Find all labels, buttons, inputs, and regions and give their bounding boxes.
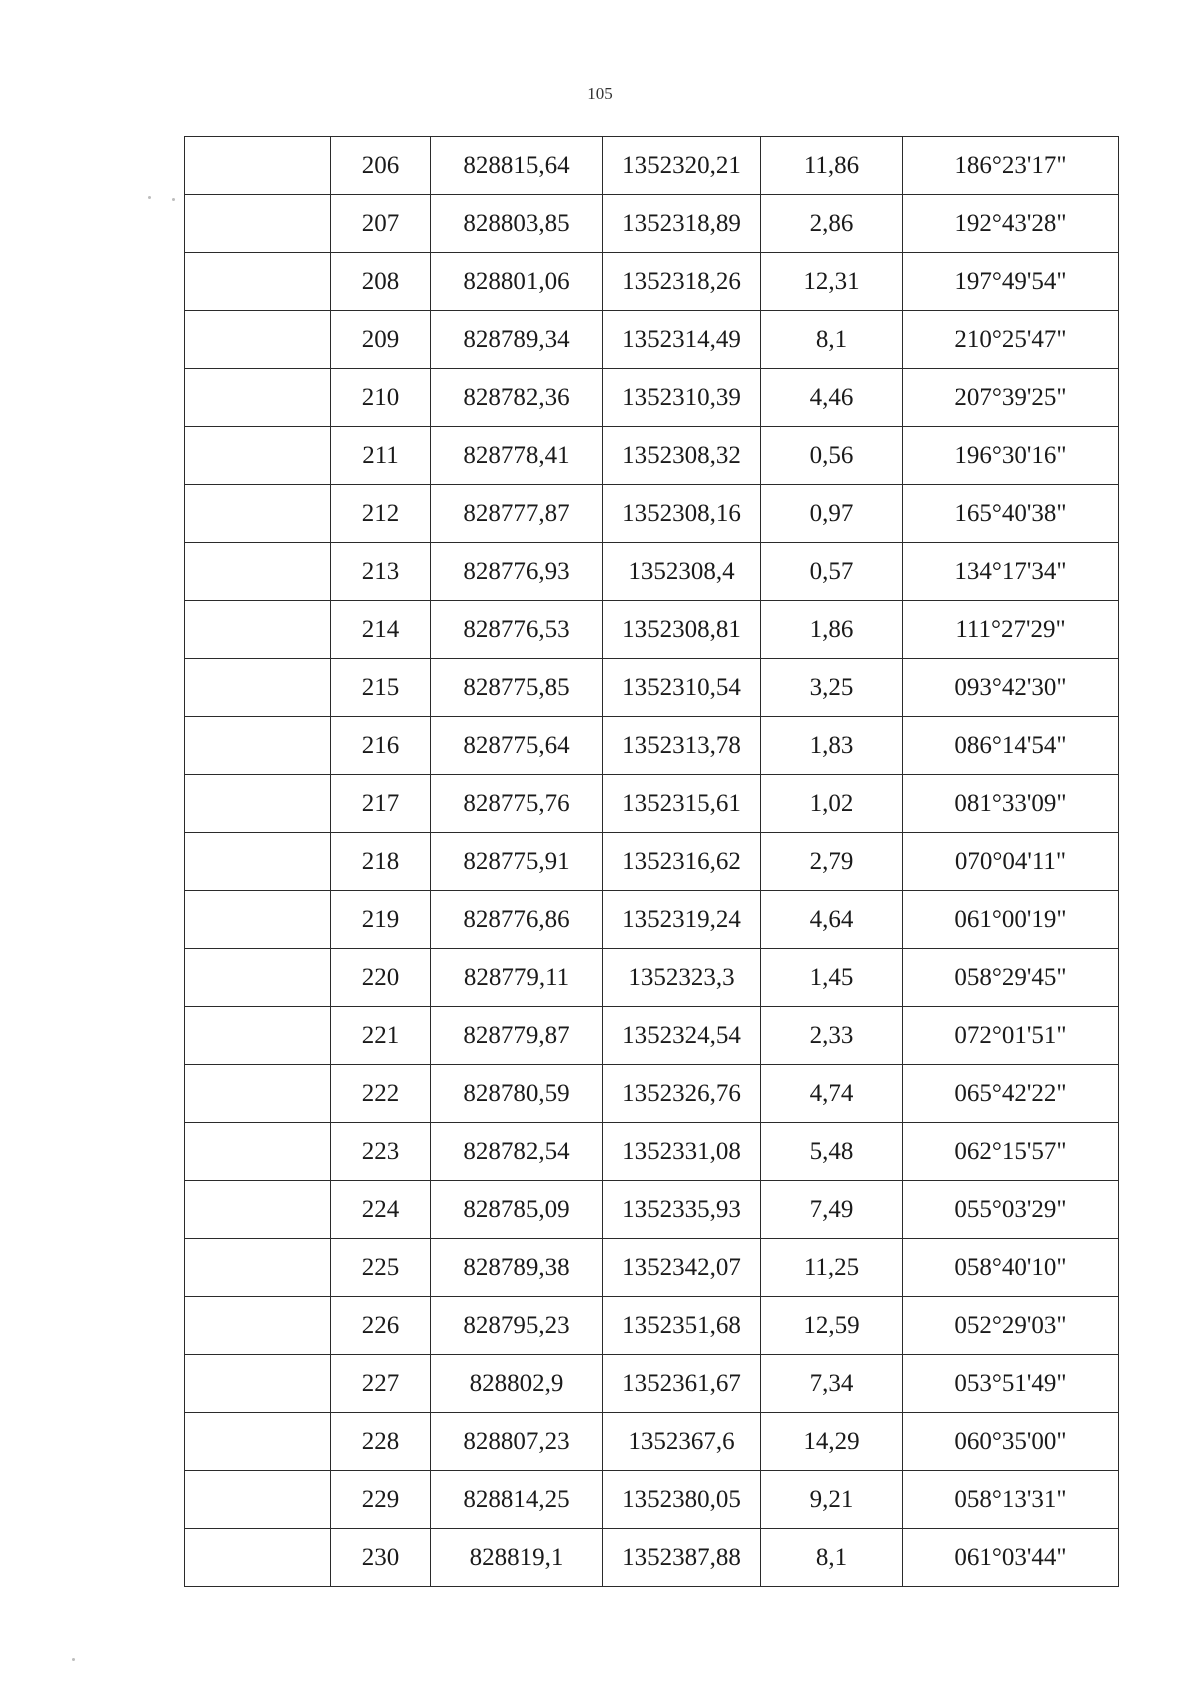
cell-angle: 207°39'25" [903, 369, 1119, 427]
cell-length: 2,79 [761, 833, 903, 891]
cell-angle: 070°04'11" [903, 833, 1119, 891]
cell-angle: 072°01'51" [903, 1007, 1119, 1065]
cell-y: 1352387,88 [603, 1529, 761, 1587]
cell-length: 14,29 [761, 1413, 903, 1471]
blank-cell [185, 1007, 331, 1065]
cell-x: 828815,64 [431, 137, 603, 195]
cell-y: 1352326,76 [603, 1065, 761, 1123]
cell-x: 828795,23 [431, 1297, 603, 1355]
cell-angle: 086°14'54" [903, 717, 1119, 775]
table-row [185, 1413, 1119, 1471]
blank-cell [185, 1471, 331, 1529]
table-row [185, 601, 1119, 659]
blank-cell [185, 601, 331, 659]
cell-y: 1352367,6 [603, 1413, 761, 1471]
cell-angle: 081°33'09" [903, 775, 1119, 833]
cell-angle: 061°00'19" [903, 891, 1119, 949]
cell-y: 1352351,68 [603, 1297, 761, 1355]
cell-x: 828776,93 [431, 543, 603, 601]
cell-x: 828789,34 [431, 311, 603, 369]
cell-angle: 065°42'22" [903, 1065, 1119, 1123]
blank-cell [185, 949, 331, 1007]
coordinates-table-body [185, 137, 1119, 1587]
blank-cell [185, 1529, 331, 1587]
cell-x: 828778,41 [431, 427, 603, 485]
cell-point: 213 [331, 543, 431, 601]
cell-point: 229 [331, 1471, 431, 1529]
cell-angle: 058°13'31" [903, 1471, 1119, 1529]
cell-angle: 058°29'45" [903, 949, 1119, 1007]
cell-angle: 165°40'38" [903, 485, 1119, 543]
cell-point: 215 [331, 659, 431, 717]
cell-length: 9,21 [761, 1471, 903, 1529]
cell-length: 4,46 [761, 369, 903, 427]
cell-x: 828775,91 [431, 833, 603, 891]
cell-x: 828780,59 [431, 1065, 603, 1123]
cell-y: 1352319,24 [603, 891, 761, 949]
cell-y: 1352313,78 [603, 717, 761, 775]
table-row [185, 253, 1119, 311]
table-row [185, 1529, 1119, 1587]
cell-y: 1352308,81 [603, 601, 761, 659]
cell-point: 225 [331, 1239, 431, 1297]
cell-y: 1352320,21 [603, 137, 761, 195]
cell-angle: 197°49'54" [903, 253, 1119, 311]
cell-length: 7,34 [761, 1355, 903, 1413]
cell-x: 828789,38 [431, 1239, 603, 1297]
cell-y: 1352310,54 [603, 659, 761, 717]
table-row [185, 775, 1119, 833]
blank-cell [185, 833, 331, 891]
cell-x: 828775,64 [431, 717, 603, 775]
cell-point: 226 [331, 1297, 431, 1355]
blank-cell [185, 253, 331, 311]
cell-y: 1352323,3 [603, 949, 761, 1007]
cell-x: 828776,86 [431, 891, 603, 949]
cell-angle: 053°51'49" [903, 1355, 1119, 1413]
cell-length: 0,57 [761, 543, 903, 601]
scan-speck [72, 1658, 75, 1661]
cell-point: 206 [331, 137, 431, 195]
cell-y: 1352316,62 [603, 833, 761, 891]
table-row [185, 659, 1119, 717]
cell-point: 216 [331, 717, 431, 775]
cell-point: 207 [331, 195, 431, 253]
table-row [185, 1065, 1119, 1123]
table-row [185, 1471, 1119, 1529]
cell-length: 2,33 [761, 1007, 903, 1065]
table-row [185, 1297, 1119, 1355]
blank-cell [185, 485, 331, 543]
cell-angle: 061°03'44" [903, 1529, 1119, 1587]
cell-length: 3,25 [761, 659, 903, 717]
blank-cell [185, 1123, 331, 1181]
cell-x: 828777,87 [431, 485, 603, 543]
cell-length: 0,56 [761, 427, 903, 485]
blank-cell [185, 543, 331, 601]
blank-cell [185, 311, 331, 369]
cell-angle: 055°03'29" [903, 1181, 1119, 1239]
cell-x: 828779,87 [431, 1007, 603, 1065]
cell-length: 1,83 [761, 717, 903, 775]
cell-length: 0,97 [761, 485, 903, 543]
cell-angle: 062°15'57" [903, 1123, 1119, 1181]
table-row [185, 1355, 1119, 1413]
table-row [185, 369, 1119, 427]
cell-y: 1352308,16 [603, 485, 761, 543]
table-row [185, 427, 1119, 485]
blank-cell [185, 717, 331, 775]
cell-point: 219 [331, 891, 431, 949]
blank-cell [185, 891, 331, 949]
cell-angle: 196°30'16" [903, 427, 1119, 485]
blank-cell [185, 1413, 331, 1471]
cell-y: 1352315,61 [603, 775, 761, 833]
cell-x: 828776,53 [431, 601, 603, 659]
table-row [185, 195, 1119, 253]
cell-y: 1352310,39 [603, 369, 761, 427]
table-row [185, 1181, 1119, 1239]
cell-point: 227 [331, 1355, 431, 1413]
blank-cell [185, 137, 331, 195]
cell-point: 211 [331, 427, 431, 485]
cell-point: 220 [331, 949, 431, 1007]
cell-angle: 052°29'03" [903, 1297, 1119, 1355]
table-row [185, 1123, 1119, 1181]
table-row [185, 833, 1119, 891]
cell-point: 210 [331, 369, 431, 427]
cell-x: 828814,25 [431, 1471, 603, 1529]
cell-length: 4,64 [761, 891, 903, 949]
scan-speck [148, 196, 151, 199]
cell-angle: 093°42'30" [903, 659, 1119, 717]
cell-point: 221 [331, 1007, 431, 1065]
cell-point: 218 [331, 833, 431, 891]
cell-length: 11,25 [761, 1239, 903, 1297]
cell-x: 828775,85 [431, 659, 603, 717]
cell-x: 828785,09 [431, 1181, 603, 1239]
cell-x: 828782,54 [431, 1123, 603, 1181]
coordinates-table [184, 136, 1119, 1587]
cell-point: 212 [331, 485, 431, 543]
table-row [185, 1239, 1119, 1297]
cell-point: 230 [331, 1529, 431, 1587]
cell-y: 1352314,49 [603, 311, 761, 369]
table-row [185, 891, 1119, 949]
cell-length: 5,48 [761, 1123, 903, 1181]
cell-length: 1,86 [761, 601, 903, 659]
blank-cell [185, 1065, 331, 1123]
cell-point: 222 [331, 1065, 431, 1123]
cell-x: 828782,36 [431, 369, 603, 427]
cell-length: 11,86 [761, 137, 903, 195]
cell-y: 1352318,89 [603, 195, 761, 253]
blank-cell [185, 1239, 331, 1297]
cell-x: 828779,11 [431, 949, 603, 1007]
cell-y: 1352361,67 [603, 1355, 761, 1413]
blank-cell [185, 1355, 331, 1413]
table-row [185, 543, 1119, 601]
blank-cell [185, 1297, 331, 1355]
blank-cell [185, 1181, 331, 1239]
cell-point: 214 [331, 601, 431, 659]
cell-angle: 058°40'10" [903, 1239, 1119, 1297]
cell-length: 12,31 [761, 253, 903, 311]
cell-x: 828802,9 [431, 1355, 603, 1413]
cell-length: 8,1 [761, 311, 903, 369]
cell-x: 828775,76 [431, 775, 603, 833]
cell-point: 223 [331, 1123, 431, 1181]
cell-y: 1352308,32 [603, 427, 761, 485]
cell-length: 7,49 [761, 1181, 903, 1239]
cell-x: 828803,85 [431, 195, 603, 253]
blank-cell [185, 775, 331, 833]
cell-length: 1,45 [761, 949, 903, 1007]
cell-angle: 060°35'00" [903, 1413, 1119, 1471]
cell-length: 2,86 [761, 195, 903, 253]
cell-point: 217 [331, 775, 431, 833]
cell-y: 1352318,26 [603, 253, 761, 311]
cell-x: 828819,1 [431, 1529, 603, 1587]
cell-point: 209 [331, 311, 431, 369]
cell-length: 1,02 [761, 775, 903, 833]
blank-cell [185, 369, 331, 427]
blank-cell [185, 659, 331, 717]
cell-angle: 192°43'28" [903, 195, 1119, 253]
cell-x: 828801,06 [431, 253, 603, 311]
cell-angle: 210°25'47" [903, 311, 1119, 369]
table-row [185, 949, 1119, 1007]
cell-point: 224 [331, 1181, 431, 1239]
table-row [185, 1007, 1119, 1065]
cell-length: 12,59 [761, 1297, 903, 1355]
table-row [185, 485, 1119, 543]
cell-y: 1352380,05 [603, 1471, 761, 1529]
blank-cell [185, 195, 331, 253]
table-row [185, 717, 1119, 775]
cell-y: 1352324,54 [603, 1007, 761, 1065]
page-number: 105 [587, 84, 613, 103]
cell-y: 1352331,08 [603, 1123, 761, 1181]
cell-x: 828807,23 [431, 1413, 603, 1471]
table-row [185, 311, 1119, 369]
cell-angle: 186°23'17" [903, 137, 1119, 195]
cell-y: 1352308,4 [603, 543, 761, 601]
cell-y: 1352342,07 [603, 1239, 761, 1297]
cell-length: 8,1 [761, 1529, 903, 1587]
cell-angle: 111°27'29" [903, 601, 1119, 659]
blank-cell [185, 427, 331, 485]
cell-point: 228 [331, 1413, 431, 1471]
cell-y: 1352335,93 [603, 1181, 761, 1239]
cell-angle: 134°17'34" [903, 543, 1119, 601]
cell-length: 4,74 [761, 1065, 903, 1123]
scan-speck [172, 198, 175, 201]
table-row [185, 137, 1119, 195]
cell-point: 208 [331, 253, 431, 311]
